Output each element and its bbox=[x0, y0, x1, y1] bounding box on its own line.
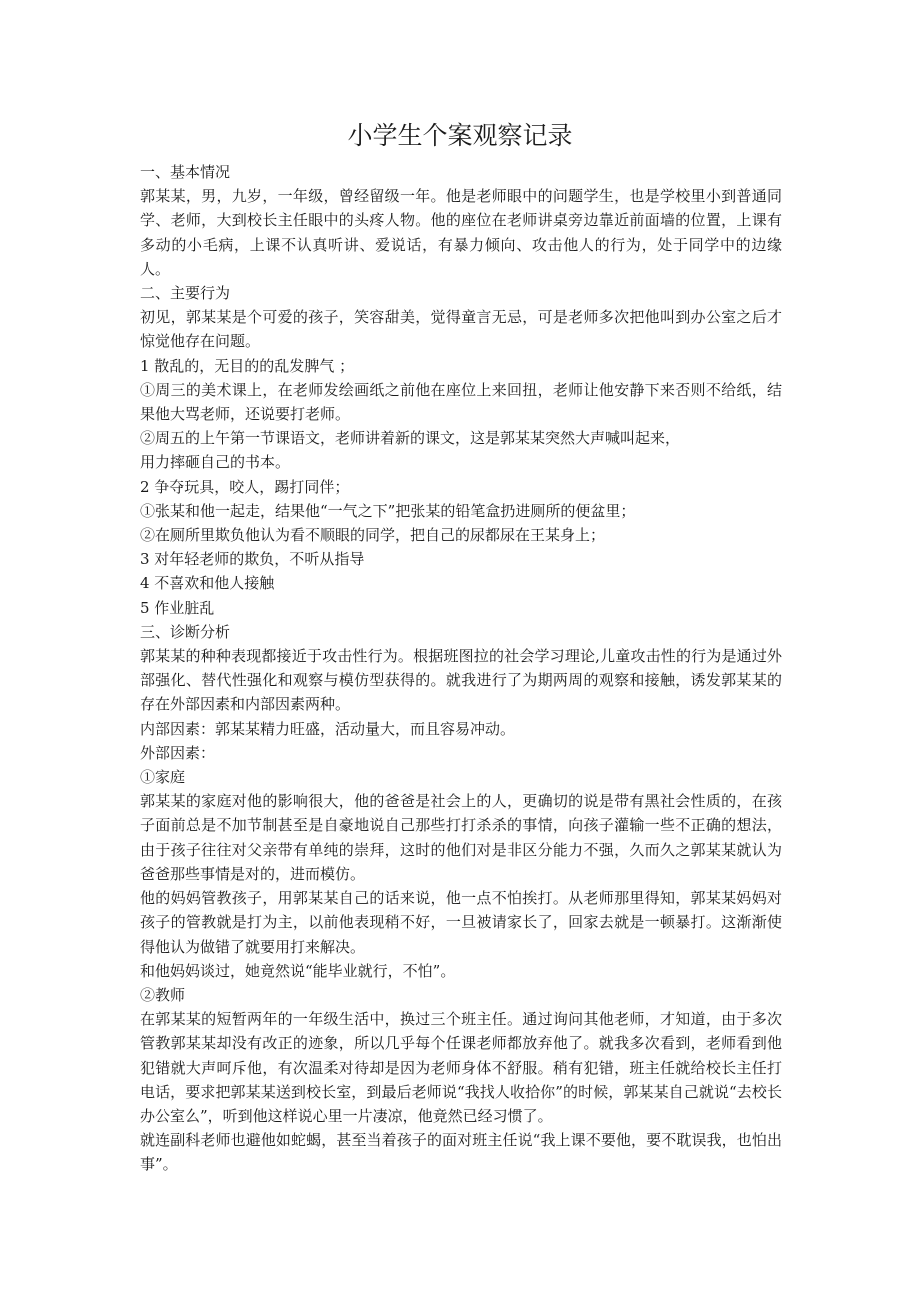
section-heading-main-behavior: 二、主要行为 bbox=[140, 284, 231, 303]
list-item: ②周五的上午第一节课语文，老师讲着新的课文，这是郭某某突然大声喊叫起来， bbox=[140, 429, 681, 448]
list-item: ①张某和他一起走，结果他“一气之下”把张某的铅笔盒扔进厕所的便盆里； bbox=[140, 501, 636, 520]
list-item: 1 散乱的，无目的的乱发脾气 ； bbox=[140, 356, 355, 375]
section-heading-diagnosis: 三、诊断分析 bbox=[140, 622, 231, 641]
paragraph: 郭某某的家庭对他的影响很大，他的爸爸是社会上的人，更确切的说是带有黑社会性质的，在孩子面前总是不加节制甚至是自豪地说自己那些打打杀杀的事情，向孩子灌输一些不正确的想法，由于孩子往往对父亲带有单纯的崇拜，这时的他们对是非区分能力不强，久而久之郭某某就认为爸爸那些事情是对的，进而模仿。 bbox=[140, 792, 782, 883]
paragraph: 在郭某某的短暂两年的一年级生活中，换过三个班主任。通过询问其他老师，才知道，由于多次管教郭某某却没有改正的迹象，所以几乎每个任课老师都放弃他了。就我多次看到，老师看到他犯错就大声呵斥他，有次温柔对待却是因为老师身体不舒服。稍有犯错，班主任就给校长主任打电话，要求把郭某某送到校长室，到最后老师说“我找人收拾你”的时候，郭某某自己就说“去校长办公室么”，听到他这样说心里一片凄凉，他竟然已经习惯了。 bbox=[140, 1010, 782, 1125]
list-item: ②在厕所里欺负他认为看不顺眼的同学，把自己的尿都尿在王某身上； bbox=[140, 526, 606, 545]
paragraph: 和他妈妈谈过，她竟然说“能毕业就行，不怕”。 bbox=[140, 961, 456, 980]
list-item: 4 不喜欢和他人接触 bbox=[140, 574, 275, 593]
paragraph: 郭某某的种种表现都接近于攻击性行为。根据班图拉的社会学习理论,儿童攻击性的行为是通过外部强化、替代性强化和观察与模仿型获得的。就我进行了为期两周的观察和接触，诱发郭某某的存在外部因素和内部因素两种。 bbox=[140, 647, 782, 714]
paragraph: 郭某某，男，九岁，一年级，曾经留级一年。他是老师眼中的问题学生，也是学校里小到普通同学、老师，大到校长主任眼中的头疼人物。他的座位在老师讲桌旁边靠近前面墙的位置，上课有多动的小毛病，上课不认真听讲、爱说话，有暴力倾向、攻击他人的行为，处于同学中的边缘人。 bbox=[140, 187, 782, 278]
list-item: ①周三的美术课上，在老师发绘画纸之前他在座位上来回扭，老师让他安静下来否则不给纸，结果他大骂老师，还说要打老师。 bbox=[140, 380, 782, 424]
paragraph: 他的妈妈管教孩子，用郭某某自己的话来说，他一点不怕挨打。从老师那里得知，郭某某妈妈对孩子的管教就是打为主，以前他表现稍不好，一旦被请家长了，回家去就是一顿暴打。这渐渐使得他认为做错了就要用打来解决。 bbox=[140, 889, 782, 956]
subheading-family: ①家庭 bbox=[140, 768, 186, 787]
list-item: 3 对年轻老师的欺负，不听从指导 bbox=[140, 550, 365, 569]
document-title: 小学生个案观察记录 bbox=[347, 121, 573, 150]
paragraph: 内部因素：郭某某精力旺盛，活动量大，而且容易冲动。 bbox=[140, 719, 516, 738]
list-item: 5 作业脏乱 bbox=[140, 598, 215, 617]
paragraph: 用力摔砸自己的书本。 bbox=[140, 453, 291, 472]
paragraph: 就连副科老师也避他如蛇蝎，甚至当着孩子的面对班主任说“我上课不要他，要不耽误我，也怕出事”。 bbox=[140, 1131, 782, 1174]
paragraph: 外部因素： bbox=[140, 743, 216, 762]
subheading-teacher: ②教师 bbox=[140, 985, 186, 1004]
paragraph: 初见，郭某某是个可爱的孩子，笑容甜美，觉得童言无忌，可是老师多次把他叫到办公室之后才惊觉他存在问题。 bbox=[140, 308, 782, 351]
document-body bbox=[140, 160, 782, 1177]
section-heading-basic-info: 一、基本情况 bbox=[140, 163, 231, 181]
list-item: 2 争夺玩具，咬人，踢打同伴； bbox=[140, 477, 350, 496]
